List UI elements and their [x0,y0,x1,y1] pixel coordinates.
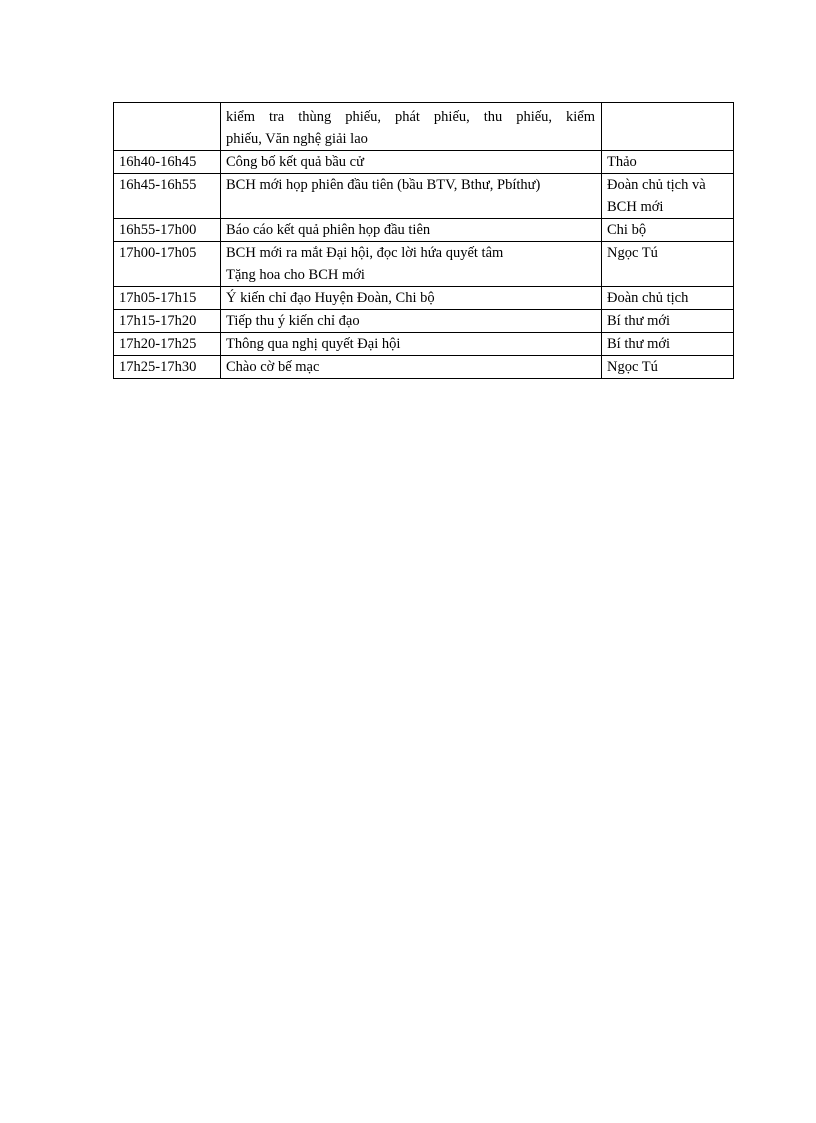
content-cell [221,103,602,151]
content-cell [221,174,602,219]
person-cell [602,310,734,333]
time-cell: 17h20-17h25 [114,333,221,356]
content-line: kiểm tra thùng phiếu, phát phiếu, thu phiếu, kiểm [226,109,595,125]
person-cell [602,356,734,379]
content-cell [221,356,602,379]
content-cell [221,287,602,310]
program-schedule-table [113,102,734,379]
table-row [114,356,734,379]
content-line: phiếu, Văn nghệ giải lao [226,131,368,147]
time-cell: 17h15-17h20 [114,310,221,333]
time-cell: 16h55-17h00 [114,219,221,242]
person-line: Ngọc Tú [607,359,658,375]
content-line: Tiếp thu ý kiến chỉ đạo [226,313,360,329]
table-row [114,287,734,310]
person-cell [602,242,734,287]
content-line: Ý kiến chỉ đạo Huyện Đoàn, Chi bộ [226,290,435,306]
person-line: Bí thư mới [607,336,671,352]
table-row [114,151,734,174]
content-line: Chào cờ bế mạc [226,359,320,375]
time-cell: 17h25-17h30 [114,356,221,379]
person-line: Đoàn chủ tịch và [607,177,706,193]
person-line: Chi bộ [607,222,647,238]
time-cell: 16h45-16h55 [114,174,221,219]
person-line: Ngọc Tú [607,245,658,261]
person-line: Đoàn chủ tịch [607,290,689,306]
content-line: Thông qua nghị quyết Đại hội [226,336,401,352]
person-cell [602,333,734,356]
person-line: Thảo [607,154,637,170]
person-cell [602,151,734,174]
time-cell [114,103,221,151]
content-line: Tặng hoa cho BCH mới [226,267,365,283]
content-line: Công bố kết quả bầu cử [226,154,364,170]
table-row [114,103,734,151]
person-cell [602,219,734,242]
content-cell [221,310,602,333]
content-cell [221,242,602,287]
content-cell [221,333,602,356]
person-cell [602,287,734,310]
content-line: Báo cáo kết quả phiên họp đầu tiên [226,222,431,238]
content-cell [221,151,602,174]
content-cell [221,219,602,242]
content-line: BCH mới họp phiên đầu tiên (bầu BTV, Bthư, Pbíthư) [226,177,541,193]
person-cell [602,103,734,151]
person-line: BCH mới [607,199,664,215]
person-cell [602,174,734,219]
table-row [114,242,734,287]
time-cell: 17h05-17h15 [114,287,221,310]
time-cell: 16h40-16h45 [114,151,221,174]
table-row [114,333,734,356]
content-line: BCH mới ra mắt Đại hội, đọc lời hứa quyết tâm [226,245,504,261]
table-row [114,310,734,333]
person-line: Bí thư mới [607,313,671,329]
table-row [114,174,734,219]
time-cell: 17h00-17h05 [114,242,221,287]
table-row [114,219,734,242]
